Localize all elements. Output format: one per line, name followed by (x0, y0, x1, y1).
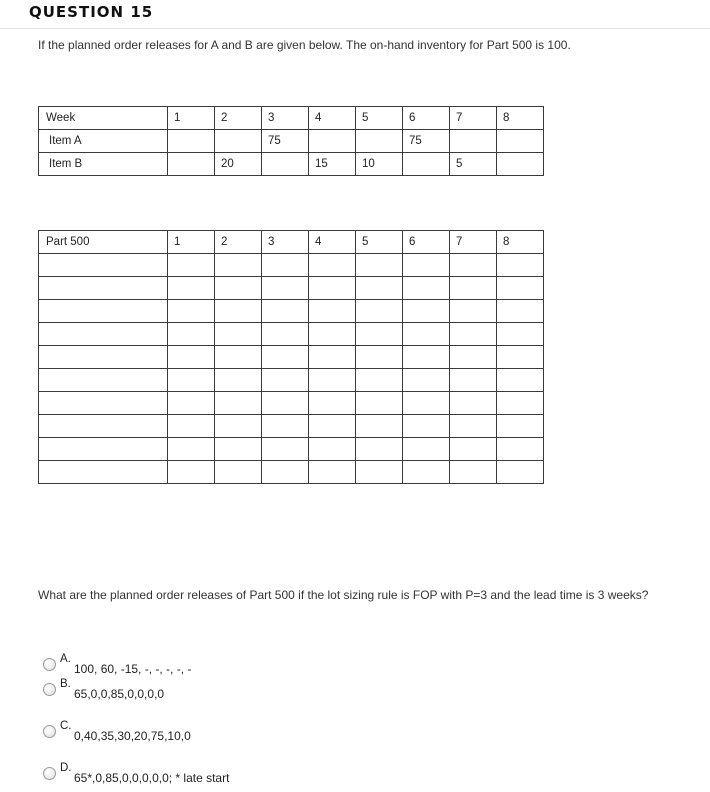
table-cell (309, 461, 356, 484)
table-cell (39, 369, 168, 392)
table-cell (39, 392, 168, 415)
table-cell (39, 254, 168, 277)
header-cell-week: Week (39, 107, 168, 130)
table-cell (356, 392, 403, 415)
table-cell (309, 438, 356, 461)
row-label: Item B (39, 153, 168, 176)
table-cell (262, 415, 309, 438)
table-row (39, 300, 544, 323)
table-cell (262, 300, 309, 323)
table-cell (450, 130, 497, 153)
table-cell (262, 392, 309, 415)
table-cell: 10 (356, 153, 403, 176)
table-cell (356, 300, 403, 323)
header-cell: 1 (168, 107, 215, 130)
table-cell (403, 153, 450, 176)
table-cell (497, 438, 544, 461)
table-cell (497, 254, 544, 277)
table-cell (450, 254, 497, 277)
choice-letter: C. (60, 720, 72, 732)
table-row (39, 392, 544, 415)
table-cell (39, 438, 168, 461)
table-cell (168, 461, 215, 484)
table-cell (450, 415, 497, 438)
table-cell (356, 130, 403, 153)
table-cell (168, 277, 215, 300)
table-cell (168, 323, 215, 346)
table-row (39, 369, 544, 392)
choice-letter: A. (60, 653, 71, 665)
header-cell: 3 (262, 107, 309, 130)
header-cell: 3 (262, 231, 309, 254)
table-cell (39, 346, 168, 369)
table-cell (215, 277, 262, 300)
table-cell (309, 254, 356, 277)
table-cell (450, 277, 497, 300)
table-row-item-a (39, 130, 544, 153)
question-intro: If the planned order releases for A and B are given below. The on-hand inventory for Part 500 is 100. (38, 38, 571, 52)
table-row (39, 254, 544, 277)
table-cell (497, 277, 544, 300)
table-cell (450, 346, 497, 369)
radio-button[interactable] (43, 658, 56, 671)
table-cell (262, 369, 309, 392)
header-cell: 2 (215, 107, 262, 130)
part-500-table (38, 230, 544, 484)
table-cell (403, 277, 450, 300)
radio-button[interactable] (43, 725, 56, 738)
header-cell: 6 (403, 231, 450, 254)
table-cell (497, 153, 544, 176)
table-row-item-b (39, 153, 544, 176)
table-cell (215, 300, 262, 323)
header-cell: 5 (356, 107, 403, 130)
header-cell: 1 (168, 231, 215, 254)
table-cell (403, 392, 450, 415)
table-cell: 20 (215, 153, 262, 176)
table-cell (262, 277, 309, 300)
table-cell (39, 300, 168, 323)
table-cell (403, 415, 450, 438)
table-row (39, 438, 544, 461)
table-header-row (39, 231, 544, 254)
table-cell (309, 300, 356, 323)
table-cell (450, 300, 497, 323)
table-cell (356, 323, 403, 346)
header-cell: 5 (356, 231, 403, 254)
table-cell (356, 254, 403, 277)
table-cell (168, 438, 215, 461)
table-cell (215, 415, 262, 438)
table-row (39, 415, 544, 438)
table-cell (262, 461, 309, 484)
table-cell (450, 461, 497, 484)
table-cell (450, 323, 497, 346)
table-cell (215, 392, 262, 415)
table-cell (309, 277, 356, 300)
table-cell: 75 (262, 130, 309, 153)
table-row (39, 346, 544, 369)
table-cell (497, 392, 544, 415)
table-cell (497, 415, 544, 438)
table-row (39, 461, 544, 484)
choice-letter: B. (60, 678, 71, 690)
table-row (39, 277, 544, 300)
table-cell (450, 438, 497, 461)
table-cell (215, 323, 262, 346)
table-cell (356, 438, 403, 461)
table-cell (168, 369, 215, 392)
row-label: Item A (39, 130, 168, 153)
table-cell (262, 254, 309, 277)
header-cell-part: Part 500 (39, 231, 168, 254)
table-cell (450, 369, 497, 392)
header-cell: 7 (450, 231, 497, 254)
table-cell (497, 346, 544, 369)
table-cell (497, 369, 544, 392)
table-cell (356, 277, 403, 300)
table-cell (403, 346, 450, 369)
table-cell (39, 415, 168, 438)
table-cell (262, 346, 309, 369)
table-cell: 5 (450, 153, 497, 176)
part-500-table-body (39, 254, 544, 484)
header-cell: 6 (403, 107, 450, 130)
header-cell: 2 (215, 231, 262, 254)
table-cell (309, 323, 356, 346)
table-cell (168, 153, 215, 176)
table-cell (39, 277, 168, 300)
table-cell: 75 (403, 130, 450, 153)
table-cell (309, 130, 356, 153)
table-header-row (39, 107, 544, 130)
header-cell: 8 (497, 231, 544, 254)
table-cell (168, 254, 215, 277)
table-cell (39, 323, 168, 346)
table-cell (215, 369, 262, 392)
table-cell (168, 130, 215, 153)
table-cell (262, 438, 309, 461)
table-cell (450, 392, 497, 415)
table-cell (309, 415, 356, 438)
table-cell (356, 415, 403, 438)
choice-letter: D. (60, 762, 72, 774)
header-cell: 7 (450, 107, 497, 130)
choice-text: 65,0,0,85,0,0,0,0 (74, 687, 165, 701)
table-cell (262, 323, 309, 346)
table-cell (168, 346, 215, 369)
table-row (39, 323, 544, 346)
table-cell (39, 461, 168, 484)
table-cell (356, 369, 403, 392)
table-cell (215, 346, 262, 369)
table-cell (403, 438, 450, 461)
table-cell (403, 369, 450, 392)
header-cell: 4 (309, 231, 356, 254)
table-cell (403, 461, 450, 484)
radio-button[interactable] (43, 683, 56, 696)
radio-button[interactable] (43, 767, 56, 780)
releases-table (38, 106, 544, 176)
table-cell (497, 130, 544, 153)
table-cell (309, 392, 356, 415)
table-cell (497, 323, 544, 346)
table-cell (497, 461, 544, 484)
choice-text: 0,40,35,30,20,75,10,0 (74, 729, 191, 743)
table-cell (215, 254, 262, 277)
table-cell (168, 300, 215, 323)
table-cell (262, 153, 309, 176)
table-cell (403, 300, 450, 323)
table-cell (497, 300, 544, 323)
choice-text: 100, 60, -15, -, -, -, -, - (74, 662, 192, 676)
choice-text: 65*,0,85,0,0,0,0,0; * late start (74, 771, 230, 785)
table-cell (309, 369, 356, 392)
header-cell: 8 (497, 107, 544, 130)
table-cell (403, 323, 450, 346)
table-cell (168, 415, 215, 438)
question-prompt: What are the planned order releases of Part 500 if the lot sizing rule is FOP with P=3 and the lead time is 3 weeks? (38, 588, 649, 602)
table-cell (356, 346, 403, 369)
table-cell (168, 392, 215, 415)
header-cell: 4 (309, 107, 356, 130)
table-cell (356, 461, 403, 484)
table-cell (215, 438, 262, 461)
table-cell (215, 130, 262, 153)
question-title: QUESTION 15 (29, 3, 154, 21)
table-cell (403, 254, 450, 277)
question-header (0, 0, 710, 29)
table-cell (215, 461, 262, 484)
table-cell (309, 346, 356, 369)
table-cell: 15 (309, 153, 356, 176)
